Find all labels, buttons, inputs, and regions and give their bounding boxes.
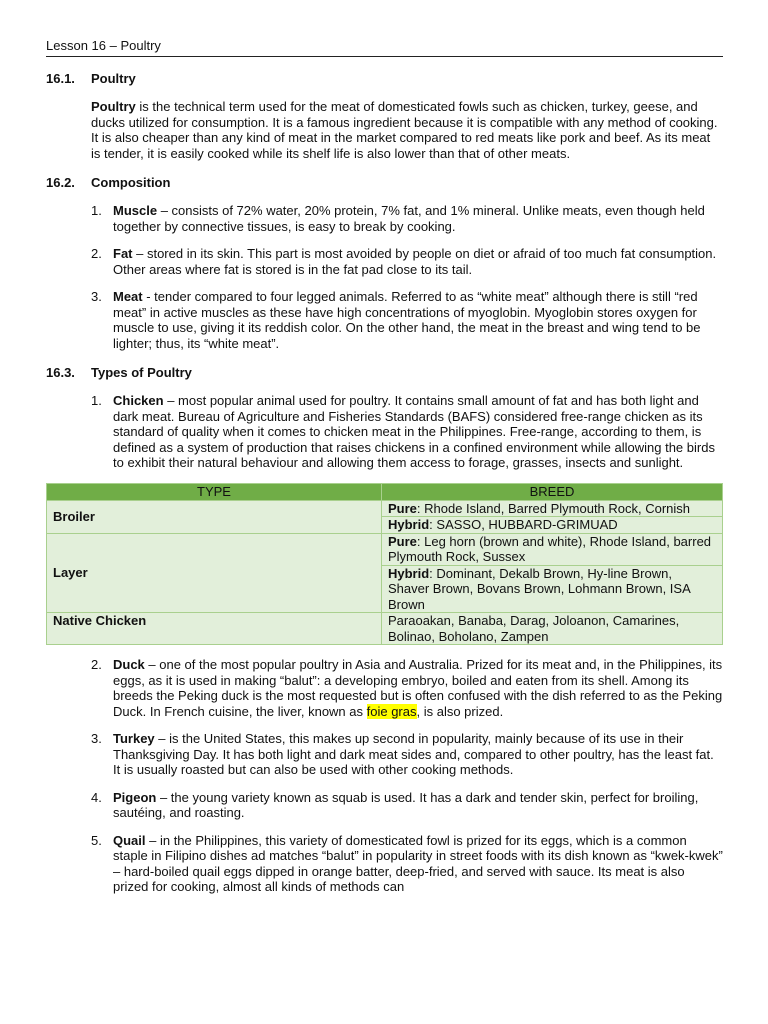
item-number: 3. — [91, 731, 102, 746]
list-item — [91, 246, 723, 277]
list-item — [91, 790, 723, 821]
table-row — [47, 533, 723, 565]
chicken-breeds-table — [46, 483, 723, 646]
list-item — [91, 731, 723, 778]
poultry-paragraph — [91, 99, 723, 161]
item-text: – one of the most popular poultry in Asia and Australia. Prized for its meat and, in the Philippines, its eggs, as it is used in making “balut”: a developing embryo, boiled and eaten from its shell. Among its breeds the Peking duck is the most requested but is often confused with the dish referred to as the Peking Duck. In French cuisine, the liver, known as — [113, 657, 723, 719]
section-heading-poultry — [46, 71, 723, 87]
section-number: 16.1. — [46, 71, 75, 86]
list-item — [91, 289, 723, 351]
breed-text: : Leg horn (brown and white), Rhode Island, barred Plymouth Rock, Sussex — [388, 533, 712, 564]
item-number: 2. — [91, 657, 102, 672]
document-page — [46, 38, 723, 895]
list-item — [91, 657, 723, 719]
column-header-breed: BREED — [382, 483, 723, 500]
item-number: 2. — [91, 246, 102, 261]
list-item — [91, 833, 723, 895]
term: Meat — [113, 289, 143, 304]
type-cell: Native Chicken — [47, 613, 382, 645]
term: Fat — [113, 246, 133, 261]
item-text: , is also prized. — [416, 703, 504, 719]
item-number: 1. — [91, 203, 102, 218]
section-title: Types of Poultry — [91, 365, 192, 380]
item-text: – consists of 72% water, 20% protein, 7% fat, and 1% mineral. Unlike meats, even though held together by connective tissues, is easy to break by cooking. — [113, 203, 705, 234]
item-text: – in the Philippines, this variety of domesticated fowl is prized for its eggs, which is a common staple in Filipino dishes ad matches “balut” in popularity in street foods with its dish known as “kwek-kwek” – hard-boiled quail eggs dipped in orange batter, deep-fried, and served with sauce. Its meat is also prized for cooking, almost all kinds of methods can — [113, 832, 723, 894]
breed-text: : Rhode Island, Barred Plymouth Rock, Cornish — [416, 500, 691, 516]
column-header-type: TYPE — [47, 483, 382, 500]
breed-label: Pure — [388, 500, 417, 516]
list-item — [91, 203, 723, 234]
type-cell: Layer — [47, 533, 382, 613]
paragraph-text: is the technical term used for the meat of domesticated fowls such as chicken, turkey, geese, and ducks utilized for consumption. It is a famous ingredient because it is compatible with any method of cooking. It is also cheaper than any kind of meat in the market compared to red meats like pork and beef. As its meat is tender, it is easily cooked while its shelf life is also lower than that of other meats. — [91, 99, 718, 161]
item-text: – stored in its skin. This part is most avoided by people on diet or afraid of too much fat consumption. Other areas where fat is stored is in the fat pad close to its tail. — [113, 246, 717, 277]
item-number: 5. — [91, 832, 102, 848]
section-heading-composition — [46, 175, 723, 191]
breed-cell: Paraoakan, Banaba, Darag, Joloanon, Camarines, Bolinao, Boholano, Zampen — [382, 613, 723, 645]
term: Quail — [113, 832, 146, 848]
breed-label: Hybrid — [388, 565, 430, 581]
term: Muscle — [113, 203, 158, 218]
breed-text: : SASSO, HUBBARD-GRIMUAD — [429, 517, 618, 532]
item-text: – the young variety known as squab is used. It has a dark and tender skin, perfect for broiling, sautéing, and roasting. — [113, 789, 699, 820]
item-number: 1. — [91, 393, 102, 408]
list-item — [91, 393, 723, 471]
section-title: Poultry — [91, 71, 136, 86]
section-number: 16.2. — [46, 175, 75, 190]
breed-cell — [382, 565, 723, 613]
page-header: Lesson 16 – Poultry — [46, 38, 723, 57]
table-row — [47, 500, 723, 517]
term: Turkey — [113, 731, 155, 746]
breed-text: : Dominant, Dekalb Brown, Hy-line Brown, Shaver Brown, Bovans Brown, Lohmann Brown, ISA Brown — [388, 565, 691, 612]
breed-cell — [382, 533, 723, 565]
item-number: 4. — [91, 789, 102, 805]
section-heading-types — [46, 365, 723, 381]
term: Duck — [113, 657, 145, 672]
breed-label: Pure — [388, 533, 417, 549]
breed-label: Hybrid — [388, 517, 430, 532]
term: Poultry — [91, 99, 136, 114]
term: Pigeon — [113, 789, 157, 805]
highlighted-text: foie gras — [366, 703, 417, 719]
breed-cell — [382, 500, 723, 517]
section-number: 16.3. — [46, 365, 75, 380]
item-text: - tender compared to four legged animals. Referred to as “white meat” although there is still “red meat” in active muscles as these have high concentrations of myoglobin. Myoglobin stores oxygen for muscle to use, giving it its reddish color. On the other hand, the meat in the breast and wing tend to be lighter; thus, its “white meat”. — [113, 289, 701, 351]
item-number: 3. — [91, 289, 102, 304]
table-row — [47, 613, 723, 645]
type-cell: Broiler — [47, 500, 382, 533]
section-title: Composition — [91, 175, 171, 190]
table-header-row — [47, 483, 723, 500]
term: Chicken — [113, 393, 164, 408]
item-text: – most popular animal used for poultry. It contains small amount of fat and has both light and dark meat. Bureau of Agriculture and Fisheries Standards (BAFS) considered free-range chicken as its standard of quality when it comes to chicken meat in the Philippines. Free-range, according to them, is defined as a system of production that raises chickens in a confined environment while allowing the birds to exhibit their natural behaviour and allowing them access to forage, grasses, insects and sunlight. — [113, 393, 715, 470]
item-text: – is the United States, this makes up second in popularity, mainly because of its use in their Thanksgiving Day. It has both light and dark meat sides and, compared to other poultry, has the least fat. It is usually roasted but can also be used with other cooking methods. — [113, 731, 714, 777]
breed-cell — [382, 517, 723, 534]
